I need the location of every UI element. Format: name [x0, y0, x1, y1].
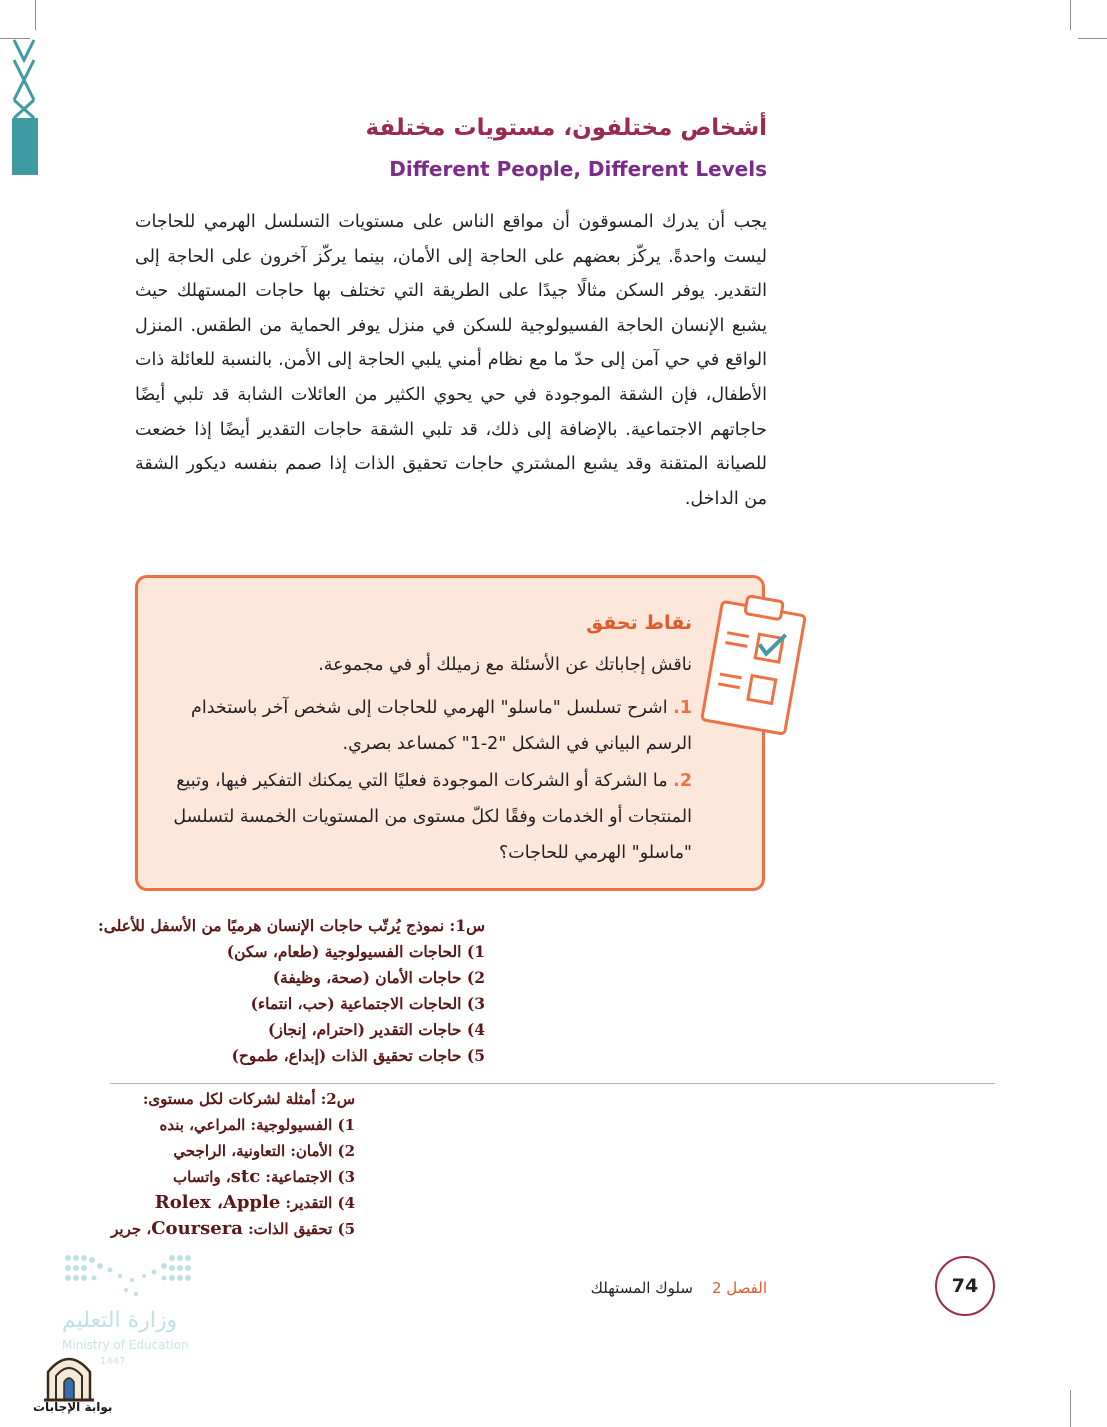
answer-1-title: س1: نموذج يُرتّب حاجات الإنسان هرميًا من الأسفل للأعلى:: [97, 916, 485, 935]
chapter-title: سلوك المستهلك: [590, 1279, 693, 1297]
mosque-watermark-icon: [44, 1350, 94, 1402]
answer-2-item: 2) الأمان: التعاونية، الراجحي: [173, 1142, 355, 1160]
ministry-name-english: Ministry of Education: [62, 1338, 189, 1352]
decorative-side-strip: [10, 0, 38, 175]
question-text: ما الشركة أو الشركات الموجودة فعليًا التي يمكنك التفكير فيها، وتبيع المنتجات أو الخدمات وفقًا لكلّ مستوى من المستويات الخمسة لتسلسل "ماسلو" الهرمي للحاجات؟: [173, 771, 692, 863]
checkpoint-title: نقاط تحقق: [586, 612, 692, 634]
answer-1-item: 2) حاجات الأمان (صحة، وظيفة): [272, 968, 485, 987]
chapter-number: الفصل 2: [711, 1279, 767, 1297]
watermark-text: بوابة الإجابات: [33, 1400, 113, 1414]
checkpoint-question-2: [152, 763, 692, 871]
answer-2-item: 1) الفسيولوجية: المراعي، بنده: [159, 1116, 355, 1134]
crop-mark: [1078, 38, 1107, 39]
ministry-logo-icon: [60, 1250, 200, 1300]
answer-2-item: 3) الاجتماعية: stc، واتساب: [173, 1166, 355, 1187]
ministry-name-arabic: وزارة التعليم: [62, 1308, 178, 1333]
answer-1-item: 4) حاجات التقدير (احترام، إنجاز): [268, 1020, 485, 1039]
answer-2-title: س2: أمثلة لشركات لكل مستوى:: [142, 1090, 355, 1108]
chapter-label: [591, 1279, 767, 1297]
answer-2-item: 4) التقدير: Rolex ،Apple: [154, 1192, 355, 1213]
section-heading-english: Different People, Different Levels: [389, 157, 767, 181]
checkpoint-question-1: [152, 690, 692, 762]
answer-2: [111, 1086, 355, 1242]
answer-2-item: 5) تحقيق الذات: Coursera، جرير: [111, 1218, 355, 1239]
page-number: 74: [935, 1256, 995, 1316]
checkpoint-intro: ناقش إجاباتك عن الأسئلة مع زميلك أو في مجموعة.: [318, 655, 692, 675]
ministry-year: 1447: [100, 1356, 126, 1367]
question-number: 1.: [673, 698, 692, 718]
answer-1-item: 5) حاجات تحقيق الذات (إبداع، طموح): [231, 1046, 485, 1065]
answer-divider: [110, 1083, 995, 1084]
question-text: اشرح تسلسل "ماسلو" الهرمي للحاجات إلى شخص آخر باستخدام الرسم البياني في الشكل "2-1" كمساعد بصري.: [191, 698, 692, 754]
crop-mark: [0, 38, 30, 39]
crop-mark: [1070, 1390, 1071, 1427]
answer-1: [98, 913, 485, 1069]
answer-1-item: 3) الحاجات الاجتماعية (حب، انتماء): [250, 994, 485, 1013]
crop-mark: [35, 0, 36, 30]
body-paragraph: يجب أن يدرك المسوقون أن مواقع الناس على مستويات التسلسل الهرمي للحاجات ليست واحدةً. يركّز بعضهم على الحاجة إلى الأمان، بينما يركّز آخرون على الحاجة إلى التقدير. يوفر السكن مثالًا جيدًا على الطريقة التي تختلف بها حاجات المستهلك حيث يشبع الإنسان الحاجة الفسيولوجية للسكن في منزل يوفر الحماية من الطقس. المنزل الواقع في حي آمن إلى حدّ ما مع نظام أمني يلبي الحاجة إلى الأمن. بالنسبة للعائلة ذات الأطفال، فإن الشقة الموجودة في حي يحوي الكثير من العائلات الشابة قد تلبي أيضًا حاجاتهم الاجتماعية. بالإضافة إلى ذلك، قد تلبي الشقة حاجات التقدير أيضًا إذا خضعت للصيانة المتقنة وقد يشبع المشتري حاجات تحقيق الذات إذا صمم بنفسه ديكور الشقة من الداخل.: [135, 212, 767, 509]
answer-1-item: 1) الحاجات الفسيولوجية (طعام، سكن): [226, 942, 485, 961]
clipboard-checklist-icon: [700, 590, 810, 740]
crop-mark: [1070, 0, 1071, 30]
question-number: 2.: [673, 771, 692, 791]
section-heading-arabic: أشخاص مختلفون، مستويات مختلفة: [365, 115, 767, 141]
